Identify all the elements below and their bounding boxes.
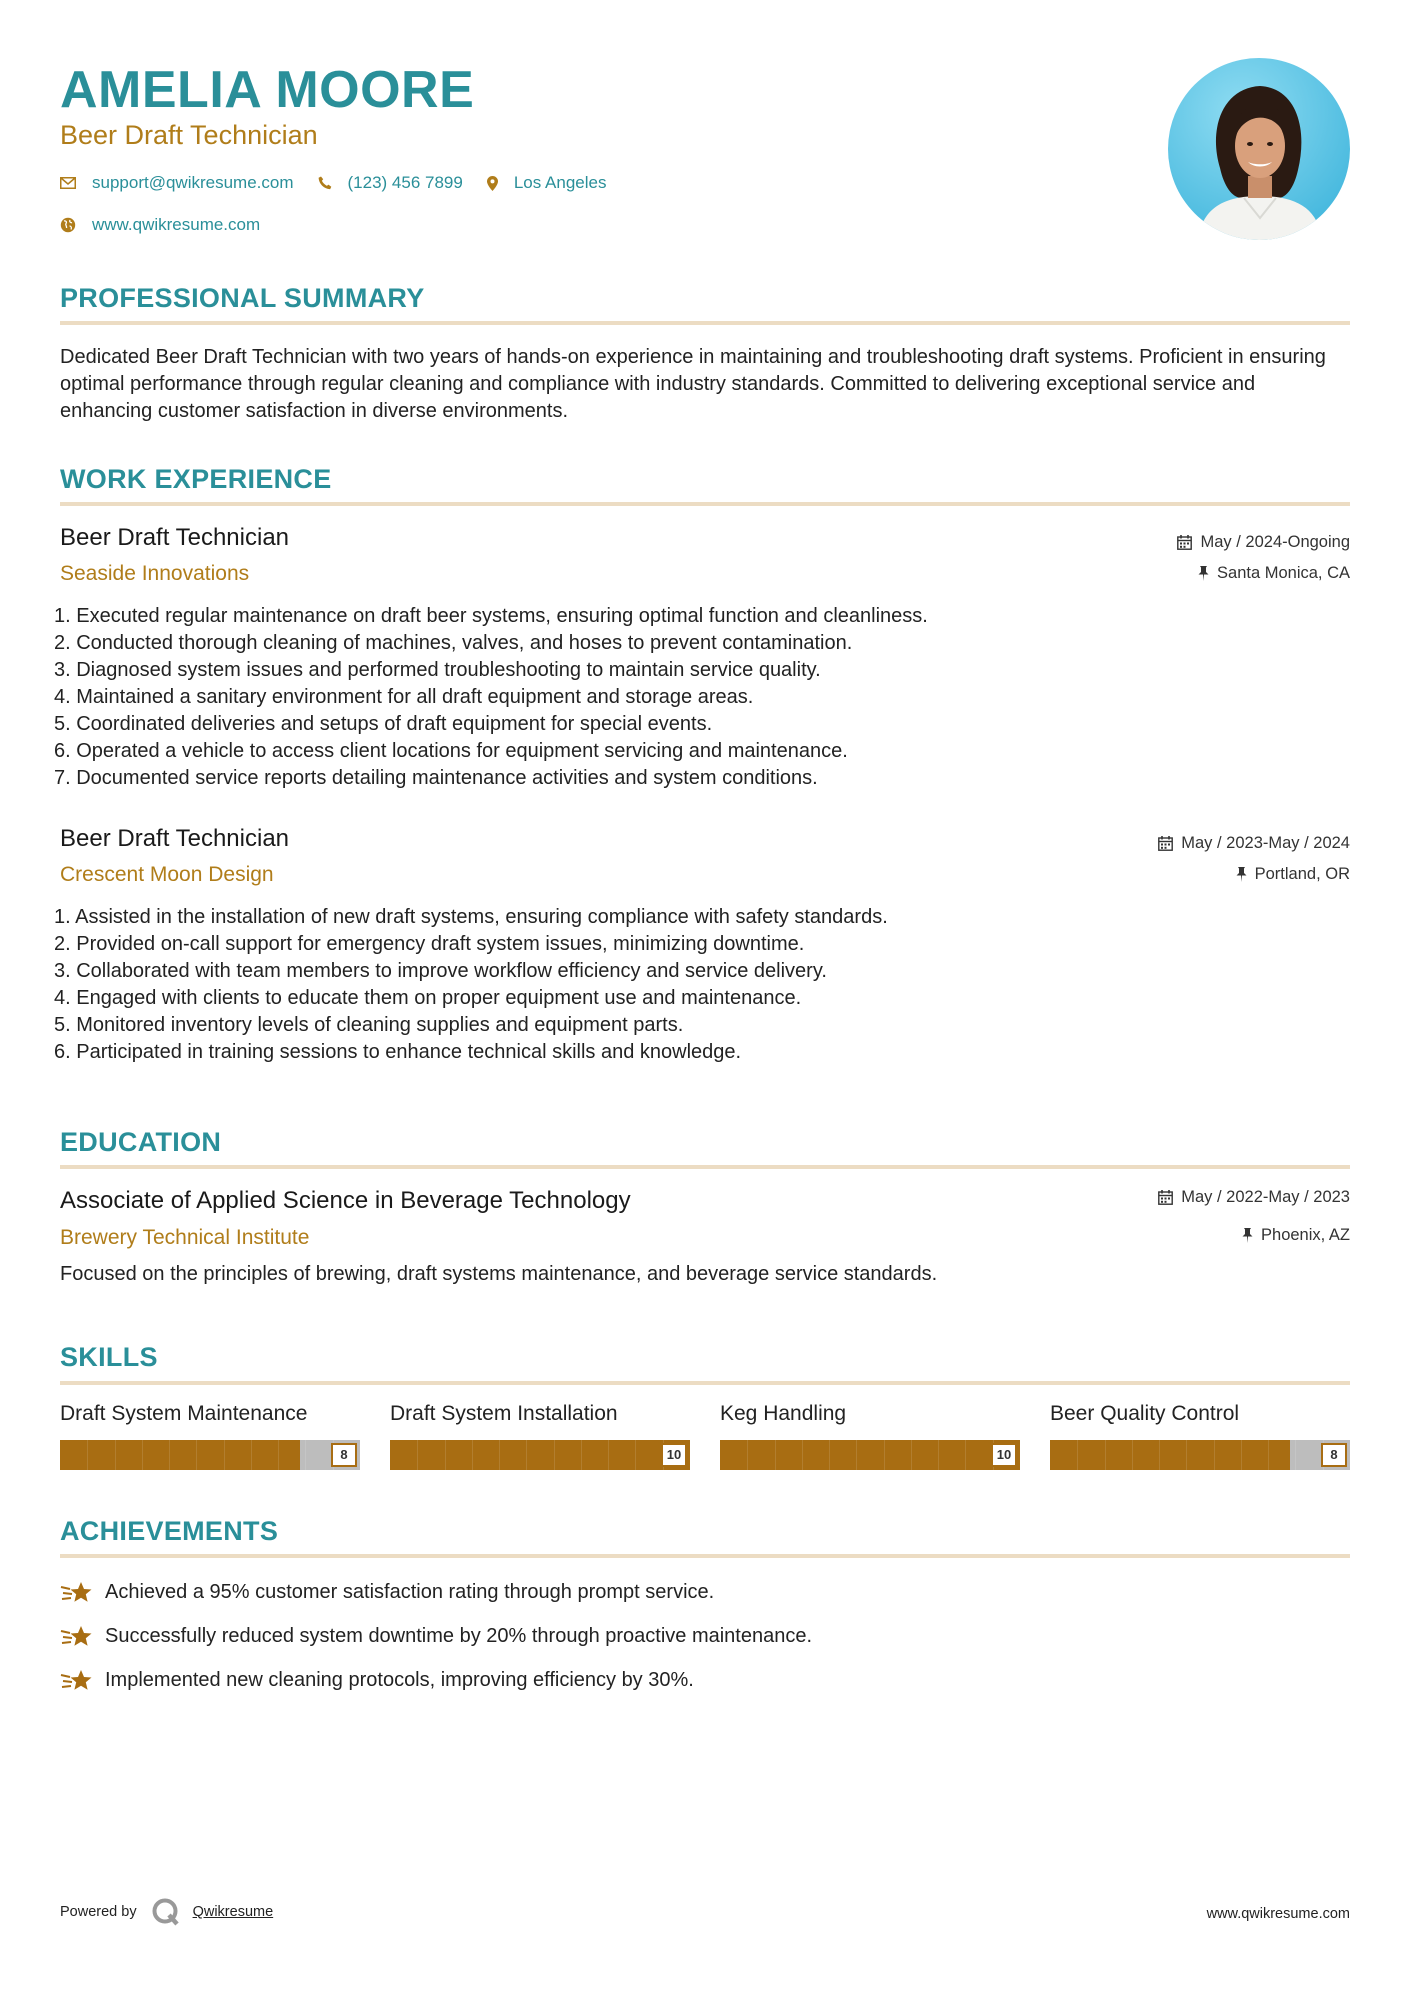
section-title-education: EDUCATION (60, 1127, 222, 1157)
job-dates (1177, 533, 1350, 552)
education-description: Focused on the principles of brewing, draft systems maintenance, and beverage service standards. (60, 1263, 938, 1285)
job-bullet-list (54, 904, 1350, 1066)
contact-website[interactable] (60, 215, 260, 235)
skill-bar-segment (1105, 1440, 1106, 1470)
phone-text: (123) 456 7899 (347, 173, 463, 192)
job-dates (1158, 834, 1350, 853)
skill-bar-segment (635, 1440, 636, 1470)
achievement-text: Successfully reduced system downtime by 20% through proactive maintenance. (105, 1624, 813, 1647)
achievement-text: Achieved a 95% customer satisfaction rating through prompt service. (105, 1580, 715, 1603)
achievement-text: Implemented new cleaning protocols, improving efficiency by 30%. (105, 1668, 694, 1691)
skill-name: Draft System Installation (390, 1402, 618, 1425)
skill-name: Draft System Maintenance (60, 1402, 308, 1425)
skill-bar-segment (747, 1440, 748, 1470)
list-item: 4. Maintained a sanitary environment for all draft equipment and storage areas. (54, 686, 754, 708)
job-dates-text: May / 2023-May / 2024 (1181, 834, 1350, 852)
skill-bar-segment (472, 1440, 473, 1470)
skill-bar-segment (251, 1440, 252, 1470)
pushpin-icon (1242, 1228, 1253, 1243)
skill-bar-segment (608, 1440, 609, 1470)
skill-bar (390, 1440, 690, 1470)
resume-page (54, 0, 1350, 1990)
website-text: www.qwikresume.com (92, 215, 261, 234)
contact-phone[interactable] (318, 173, 463, 193)
skill-item (60, 1402, 360, 1470)
profile-photo (1168, 58, 1350, 240)
achievement-item (60, 1578, 714, 1606)
skill-item (1050, 1402, 1350, 1470)
skill-bar-segment (884, 1440, 885, 1470)
shooting-star-icon (60, 1622, 93, 1650)
footer-powered-by (60, 1897, 273, 1927)
calendar-icon (1158, 836, 1173, 851)
skill-item (390, 1402, 690, 1470)
section-title-skills: SKILLS (60, 1342, 158, 1372)
job-role: Beer Draft Technician (60, 524, 290, 551)
globe-icon (60, 217, 76, 233)
job-dates-text: May / 2024-Ongoing (1200, 533, 1350, 551)
location-text: Los Angeles (513, 173, 607, 192)
skill-bar-fill (1050, 1440, 1290, 1470)
qwikresume-link[interactable]: Qwikresume (192, 1904, 274, 1920)
job-location (1198, 564, 1350, 583)
skill-bar (1050, 1440, 1350, 1470)
skill-bar-segment (224, 1440, 225, 1470)
job-location-text: Santa Monica, CA (1217, 564, 1350, 582)
skill-bar-segment (417, 1440, 418, 1470)
skill-bar-fill (60, 1440, 300, 1470)
shooting-star-icon (60, 1578, 93, 1606)
pushpin-icon (1236, 867, 1247, 882)
skill-bar-segment (196, 1440, 197, 1470)
skill-bar-segment (1268, 1440, 1269, 1470)
skill-name: Beer Quality Control (1050, 1402, 1240, 1425)
section-divider (60, 502, 1350, 506)
email-text: support@qwikresume.com (92, 173, 294, 192)
list-item: 6. Operated a vehicle to access client locations for equipment servicing and maintenance. (54, 740, 848, 762)
skill-bar-segment (581, 1440, 582, 1470)
skill-level: 10 (661, 1443, 687, 1467)
list-item: 5. Monitored inventory levels of cleaning supplies and equipment parts. (54, 1014, 684, 1036)
job-role: Beer Draft Technician (60, 825, 290, 852)
envelope-icon (60, 177, 76, 189)
skill-bar-segment (305, 1440, 306, 1470)
skill-bar-segment (526, 1440, 527, 1470)
list-item: 3. Collaborated with team members to improve workflow efficiency and service delivery. (54, 960, 827, 982)
education-dates (1158, 1188, 1350, 1207)
list-item: 2. Provided on-call support for emergency draft system issues, minimizing downtime. (54, 933, 805, 955)
powered-by-label: Powered by (60, 1904, 137, 1920)
skill-name: Keg Handling (720, 1402, 847, 1425)
skill-bar-segment (802, 1440, 803, 1470)
skill-item (720, 1402, 1020, 1470)
contact-email[interactable] (60, 173, 294, 193)
section-divider (60, 1554, 1350, 1558)
education-location-text: Phoenix, AZ (1261, 1226, 1350, 1244)
qwikresume-logo-icon (151, 1897, 181, 1927)
skill-bar-segment (911, 1440, 912, 1470)
section-title-summary: PROFESSIONAL SUMMARY (60, 283, 425, 313)
skill-bar-segment (1186, 1440, 1187, 1470)
list-item: 7. Documented service reports detailing maintenance activities and system conditions. (54, 767, 818, 789)
achievement-item (60, 1666, 694, 1694)
skill-bar-segment (1295, 1440, 1296, 1470)
skill-bar-segment (87, 1440, 88, 1470)
skill-level: 10 (991, 1443, 1017, 1467)
job-location (1236, 865, 1350, 884)
skill-bar-segment (938, 1440, 939, 1470)
candidate-title: Beer Draft Technician (60, 120, 318, 150)
list-item: 1. Executed regular maintenance on draft beer systems, ensuring optimal function and cleanliness. (54, 605, 928, 627)
phone-icon (318, 176, 332, 190)
job-company: Seaside Innovations (60, 562, 250, 585)
list-item: 2. Conducted thorough cleaning of machines, valves, and hoses to prevent contamination. (54, 632, 853, 654)
section-divider (60, 321, 1350, 325)
job-location-text: Portland, OR (1254, 865, 1350, 883)
skill-level: 8 (331, 1443, 357, 1467)
list-item: 1. Assisted in the installation of new draft systems, ensuring compliance with safety standards. (54, 906, 888, 928)
skill-level: 8 (1321, 1443, 1347, 1467)
skill-bar-segment (1132, 1440, 1133, 1470)
footer-website[interactable]: www.qwikresume.com (1206, 1906, 1350, 1922)
skill-bar-segment (169, 1440, 170, 1470)
section-divider (60, 1381, 1350, 1385)
skill-bar-segment (142, 1440, 143, 1470)
skill-bar (60, 1440, 360, 1470)
skill-bar-segment (278, 1440, 279, 1470)
skill-bar-segment (1077, 1440, 1078, 1470)
achievement-item (60, 1622, 812, 1650)
map-marker-icon (487, 176, 498, 191)
pushpin-icon (1198, 566, 1209, 581)
skill-bar-segment (829, 1440, 830, 1470)
skill-bar-segment (115, 1440, 116, 1470)
skill-bar-segment (1241, 1440, 1242, 1470)
skill-bar (720, 1440, 1020, 1470)
skill-bar-fill (390, 1440, 690, 1470)
skill-bar-segment (965, 1440, 966, 1470)
skill-bar-segment (856, 1440, 857, 1470)
calendar-icon (1177, 535, 1192, 550)
list-item: 6. Participated in training sessions to enhance technical skills and knowledge. (54, 1041, 742, 1063)
skill-bar-fill (720, 1440, 1020, 1470)
skill-bar-segment (499, 1440, 500, 1470)
skill-bar-segment (445, 1440, 446, 1470)
job-company: Crescent Moon Design (60, 863, 274, 886)
section-divider (60, 1165, 1350, 1169)
job-bullet-list (54, 603, 1350, 792)
list-item: 4. Engaged with clients to educate them on proper equipment use and maintenance. (54, 987, 802, 1009)
skill-bar-segment (554, 1440, 555, 1470)
calendar-icon (1158, 1190, 1173, 1205)
skill-bar-segment (1159, 1440, 1160, 1470)
education-school: Brewery Technical Institute (60, 1226, 310, 1249)
education-dates-text: May / 2022-May / 2023 (1181, 1188, 1350, 1206)
skill-bar-segment (775, 1440, 776, 1470)
summary-text: Dedicated Beer Draft Technician with two years of hands-on experience in maintaining and troubleshooting draft systems. Proficient in ensuring optimal performance through regular cleaning and compliance with industry standards. Committed to delivering exceptional service and enhancing customer satisfaction in diverse environments. (60, 346, 1326, 422)
shooting-star-icon (60, 1666, 93, 1694)
candidate-name: AMELIA MOORE (60, 61, 475, 119)
contact-row (60, 173, 630, 193)
skill-bar-segment (1214, 1440, 1215, 1470)
section-title-experience: WORK EXPERIENCE (60, 464, 332, 494)
section-title-achievements: ACHIEVEMENTS (60, 1516, 279, 1546)
education-location (1242, 1226, 1350, 1245)
list-item: 5. Coordinated deliveries and setups of draft equipment for special events. (54, 713, 713, 735)
list-item: 3. Diagnosed system issues and performed troubleshooting to maintain service quality. (54, 659, 821, 681)
contact-location (487, 173, 607, 193)
education-degree: Associate of Applied Science in Beverage Technology (60, 1187, 631, 1214)
contact-row-website (60, 215, 284, 235)
